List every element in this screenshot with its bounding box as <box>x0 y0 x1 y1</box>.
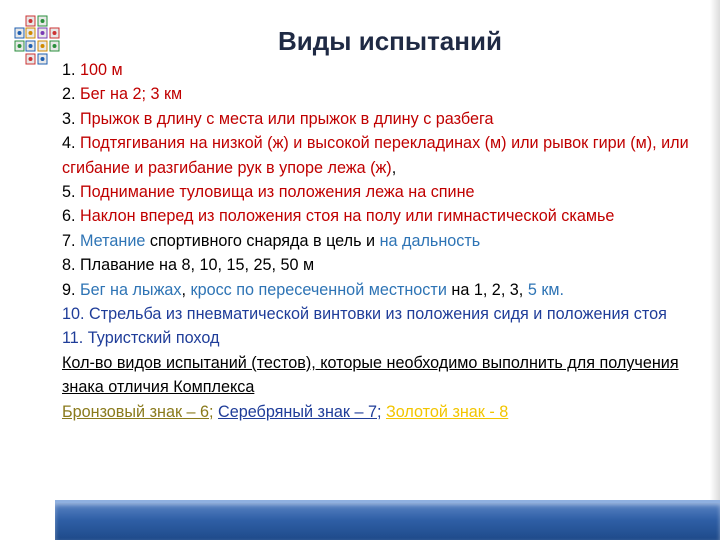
list-item <box>62 278 692 302</box>
list-item <box>62 229 692 253</box>
item-number: 1. <box>62 61 76 79</box>
item-text: 100 м <box>80 61 123 79</box>
list-item <box>62 204 692 228</box>
bronze-badge: Бронзовый знак – 6; <box>62 402 214 421</box>
item-text-a: Бег на лыжах <box>80 280 182 299</box>
item-text-b: спортивного снаряда в цель и <box>149 231 376 250</box>
list-item <box>62 131 692 180</box>
footer-highlight <box>55 503 720 540</box>
list-item: 10. Стрельба из пневматической винтовки из положения сидя и положения стоя <box>62 305 667 324</box>
list-item <box>62 107 692 131</box>
item-number: 2. <box>62 85 76 104</box>
tests-list <box>62 58 692 424</box>
slide-title: Виды испытаний <box>278 26 502 56</box>
item-text-c: на 1, 2, 3, <box>451 280 524 299</box>
silver-badge: Серебряный знак – 7; <box>218 402 382 421</box>
item-text-d: 5 км. <box>527 280 565 299</box>
item-number: 8. <box>62 256 76 275</box>
item-text: Поднимание туловища из положения лежа на спине <box>80 183 475 202</box>
badges-line <box>62 400 692 424</box>
item-sep: , <box>181 280 186 299</box>
item-text: Прыжок в длину с места или прыжок в длину с разбега <box>80 109 494 128</box>
item-text-b: кросс по пересеченной местности <box>190 280 447 299</box>
gto-logo-icon <box>10 14 62 82</box>
list-item: 11. Туристский поход <box>62 329 220 348</box>
item-text: Наклон вперед из положения стоя на полу или гимнастической скамье <box>80 207 615 226</box>
item-text: Подтягивания на низкой (ж) и высокой перекладинах (м) или рывок гири (м), или сгибание и разгибание рук в упоре лежа (ж) <box>62 134 689 177</box>
item-number: 6. <box>62 207 76 226</box>
list-item <box>62 253 692 277</box>
item-number: 9. <box>62 280 76 299</box>
requirement-note: Кол-во видов испытаний (тестов), которые необходимо выполнить для получения знака отличия Комплекса <box>62 353 679 397</box>
right-edge-shadow <box>710 0 720 500</box>
gold-badge: Золотой знак - 8 <box>385 402 509 421</box>
item-text: Бег на 2; 3 км <box>80 85 183 104</box>
item-number: 3. <box>62 109 76 128</box>
item-number: 4. <box>62 134 76 153</box>
item-number: 7. <box>62 231 76 250</box>
item-number: 5. <box>62 183 76 202</box>
item-tail: , <box>391 158 397 177</box>
list-item <box>62 180 692 204</box>
list-item <box>62 82 692 106</box>
item-text: Плавание на 8, 10, 15, 25, 50 м <box>80 256 315 275</box>
item-text-a: Метание <box>80 231 146 250</box>
footer-bar <box>55 500 720 540</box>
list-item <box>62 58 692 82</box>
item-text-c: на дальность <box>379 231 481 250</box>
